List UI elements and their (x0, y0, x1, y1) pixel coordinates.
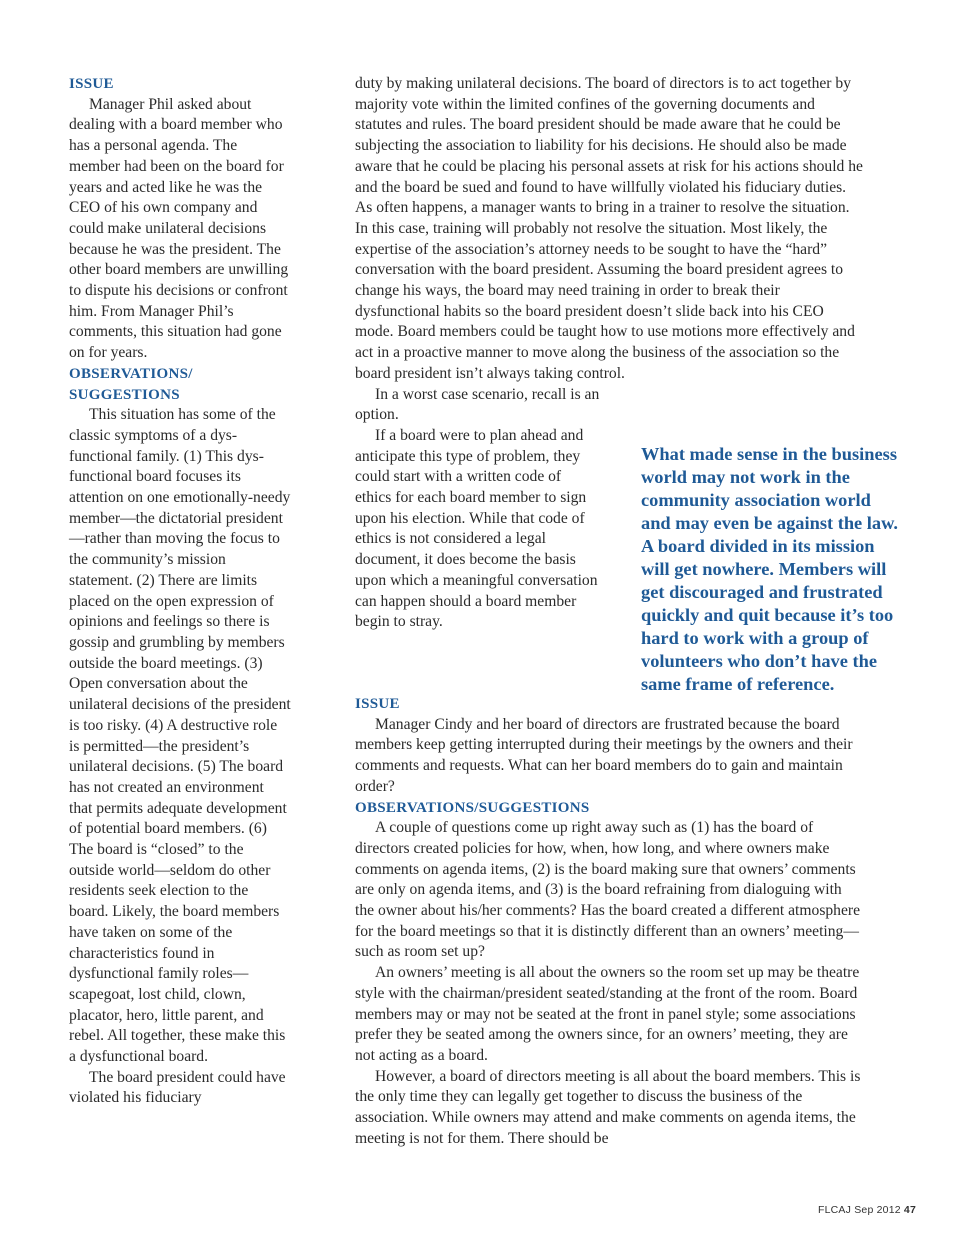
observations-heading-line1: OBSERVATIONS/ (69, 365, 193, 382)
issue-date: Sep 2012 (854, 1204, 901, 1216)
publication-name: FLCAJ (818, 1204, 852, 1216)
questions-paragraph: A couple of questions come up right away such as (1) has the board of directors created policies for how, when, how long, and where owners make comments on agenda items, (2) is the board making sure that owners’ comments are only on agenda items, and (3) is the board refraining from dialoguing with the owner about his/her comments? Has the board created a different atmosphere for the board meetings so that it is distinctly different than an owners’ meeting—such as room set up? (355, 819, 861, 961)
page-footer (818, 1204, 916, 1216)
recall-paragraph: In a worst case scenario, recall is an option. (355, 385, 600, 424)
code-of-ethics-paragraph: If a board were to plan ahead and anticipate this type of problem, they could start with a written code of ethics for each board member to sign upon his election. While that code of ethics is not considered a legal document, it does become the basis upon which a meaningful conversation can happen should a board member begin to stray. (355, 426, 598, 631)
issue-paragraph: Manager Phil asked about dealing with a board member who has a personal agenda. The member had been on the board for years and acted like he was the CEO of his own company and could make unilateral decisions because he was the president. The other board members are unwilling to dispute his decisions or confront him. From Manager Phil’s comments, this situation had gone on for years. (69, 95, 289, 362)
fiduciary-paragraph: duty by making unilateral decisions. The board of directors is to act together by majority vote within the limited confines of the governing documents and statutes and rules. The board president should be made aware that he could be subjecting the association to liability for his decisions. He should also be made aware that he could be placing his personal assets at risk for his actions should he and the board be sued and found to have willfully violated his fiduciary duties. As often happens, a manager wants to bring in a trainer to resolve the situation. In this case, training will probably not resolve the situation. Most likely, the expertise of the association’s attorney needs to be sought to have the “hard” conversation with the board president. Assuming the board president agrees to change his ways, the board may need training in order to break their dysfunctional habits so the board president doesn’t slide back into his CEO mode. Board members could be taught how to use motions more effectively and act in a proactive manner to move along the business of the association so the board president isn’t always taking control. (355, 75, 863, 382)
observations-paragraph: This situation has some of the classic symptoms of a dysfunctional family. (1) This dysfunctional board focuses its attention on one emotionally-needy member—the dictatorial president—rather than moving the focus to the community’s mission statement. (2) There are limits placed on the open expression of opinions and feelings so there is gossip and grumbling by members outside the board meetings. (3) Open conversation about the unilateral decisions of the president is too risky. (4) A destructive role is permitted—the president’s unilateral decisions. (5) The board has not created an environment that permits adequate development of potential board members. (6) The board is “closed” to the outside world—seldom do other residents seek election to the board. Likely, the board members have taken on some of the characteristics found in dysfunctional family roles—scapegoat, lost child, clown, placator, hero, little parent, and rebel. All together, these make this a dysfunctional board. (69, 406, 291, 1066)
lower-section (355, 694, 863, 1149)
board-meeting-paragraph: However, a board of directors meeting is all about the board members. This is the only time they can legally get together to discuss the business of the association. While owners may attend and make comments on agenda items, the meeting is not for them. There should be (355, 1067, 861, 1147)
second-issue-heading: ISSUE (355, 696, 400, 712)
issue-heading: ISSUE (69, 76, 114, 92)
observations-heading-line2: SUGGESTIONS (69, 386, 180, 403)
pull-quote-text: What made sense in the business world may not work in the community association world and may even be against the law. A board divided in its mission will get nowhere. Members will get discouraged and frustrated quickly and quit because it’s too hard to work with a group of volunteers who don’t have the same frame of reference. (641, 444, 898, 694)
second-issue-paragraph: Manager Cindy and her board of directors are frustrated because the board members keep getting interrupted during their meetings by the owners and their comments and requests. What can her board members do to gain and maintain order? (355, 715, 853, 795)
left-column (69, 74, 291, 1109)
pull-quote (641, 443, 903, 696)
second-observations-heading: OBSERVATIONS/SUGGESTIONS (355, 799, 590, 816)
closing-paragraph: The board president could have violated his fiduciary (69, 1068, 286, 1107)
owners-meeting-paragraph: An owners’ meeting is all about the owners so the room set up may be theatre style with the chairman/president seated/standing at the front of the room. Board members may or may not be seated at the front in panel style; some associations prefer they be seated among the owners since, for an owners’ meeting, they are not acting as a board. (355, 964, 860, 1064)
page-number: 47 (903, 1204, 916, 1216)
